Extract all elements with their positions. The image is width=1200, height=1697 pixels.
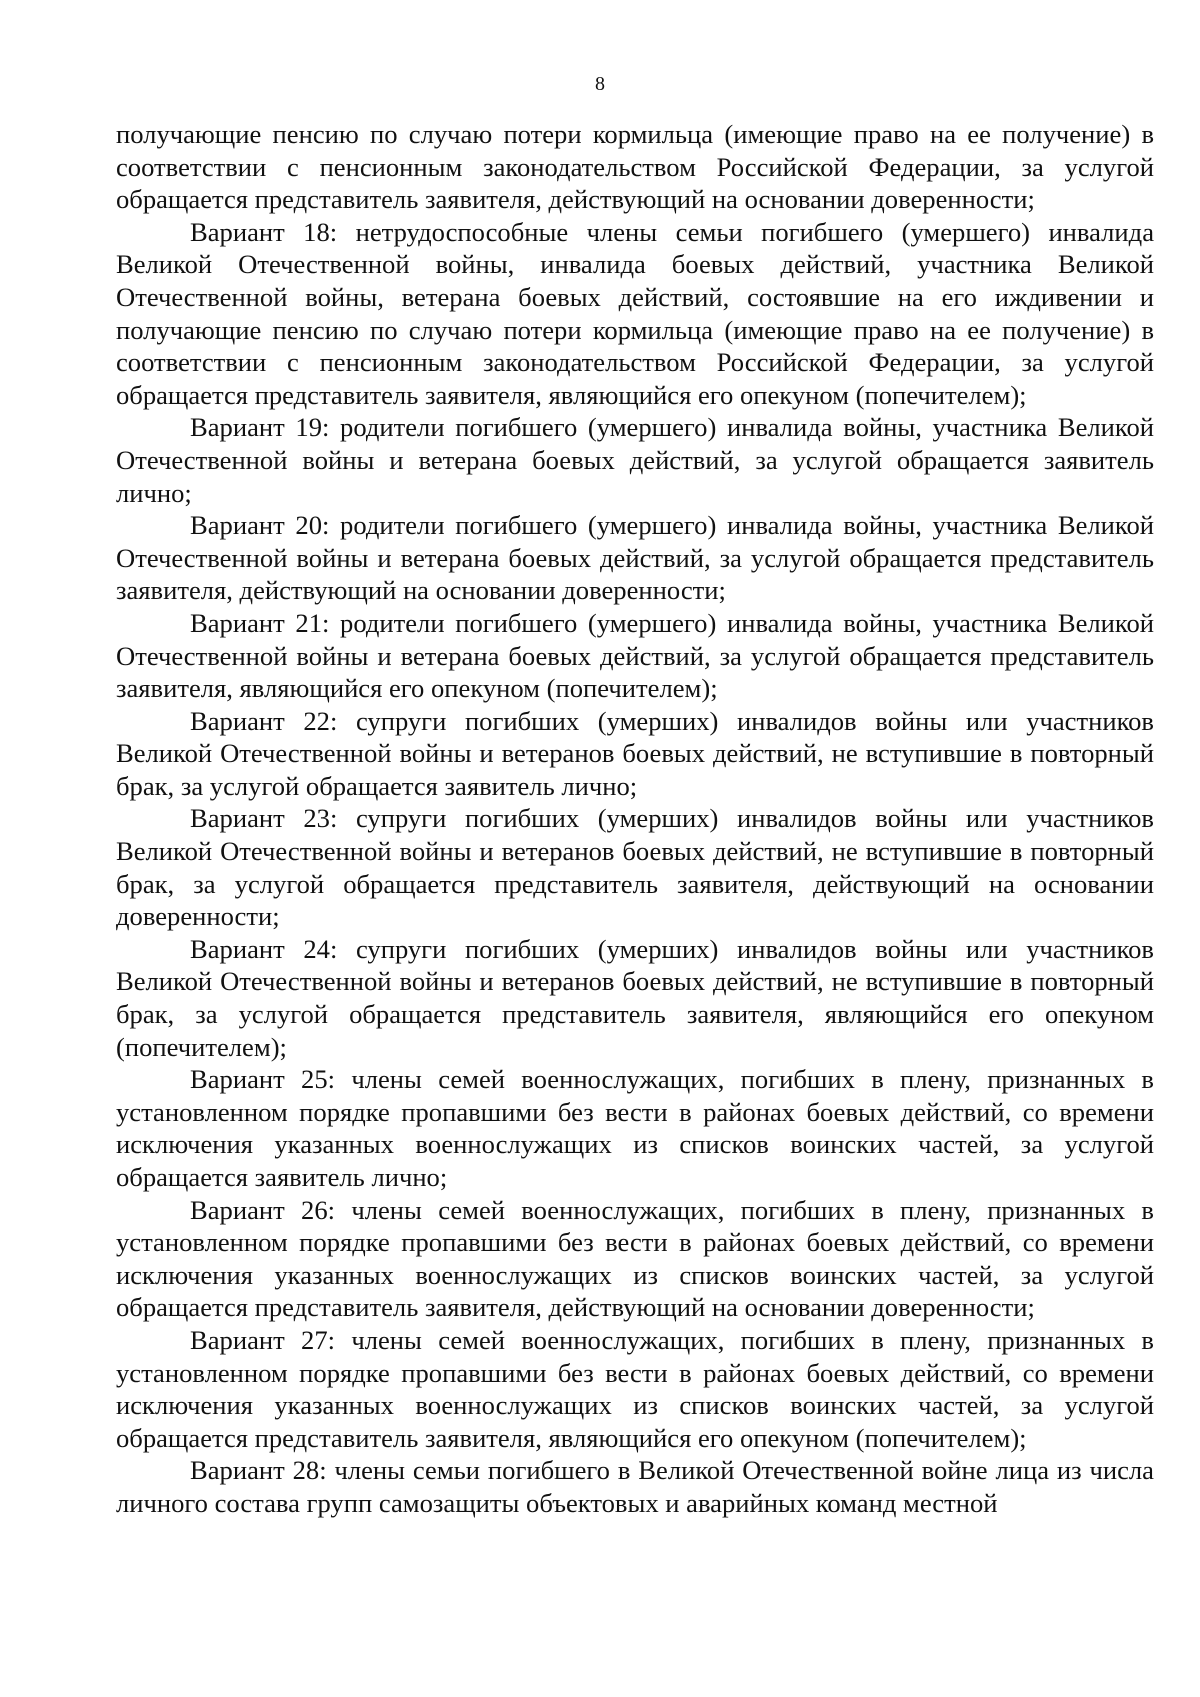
paragraph-variant-26: Вариант 26: члены семей военнослужащих, погибших в плену, признанных в установленном порядке пропавшими без вести в районах боевых действий, со времени исключения указанных военнослужащих из списков воинских частей, за услугой обращается представитель заявителя, действующий на основании доверенности; [116,1194,1154,1323]
paragraph-variant-20: Вариант 20: родители погибшего (умершего) инвалида войны, участника Великой Отечественной войны и ветерана боевых действий, за услугой обращается представитель заявителя, действующий на основании доверенности; [116,510,1154,606]
paragraph-variant-25: Вариант 25: члены семей военнослужащих, погибших в плену, признанных в установленном порядке пропавшими без вести в районах боевых действий, со времени исключения указанных военнослужащих из списков воинских частей, за услугой обращается заявитель лично; [116,1064,1154,1192]
paragraph-continuation: получающие пенсию по случаю потери кормильца (имеющие право на ее получение) в соответствии с пенсионным законодательством Российской Федерации, за услугой обращается представитель заявителя, действующий на основании доверенности; [116,119,1154,215]
paragraph-variant-23: Вариант 23: супруги погибших (умерших) инвалидов войны или участников Великой Отечественной войны и ветеранов боевых действий, не вступившие в повторный брак, за услугой обращается представитель заявителя, действующий на основании доверенности; [116,803,1154,932]
paragraph-variant-22: Вариант 22: супруги погибших (умерших) инвалидов войны или участников Великой Отечественной войны и ветеранов боевых действий, не вступившие в повторный брак, за услугой обращается заявитель лично; [116,705,1154,801]
paragraph-variant-19: Вариант 19: родители погибшего (умершего) инвалида войны, участника Великой Отечественной войны и ветерана боевых действий, за услугой обращается заявитель лично; [116,412,1154,508]
paragraph-variant-28: Вариант 28: члены семьи погибшего в Великой Отечественной войне лица из числа личного состава групп самозащиты объектовых и аварийных команд местной [116,1455,1154,1518]
paragraph-variant-27: Вариант 27: члены семей военнослужащих, погибших в плену, признанных в установленном порядке пропавшими без вести в районах боевых действий, со времени исключения указанных военнослужащих из списков воинских частей, за услугой обращается представитель заявителя, являющийся его опекуном (попечителем); [116,1324,1154,1453]
paragraph-variant-24: Вариант 24: супруги погибших (умерших) инвалидов войны или участников Великой Отечественной войны и ветеранов боевых действий, не вступившие в повторный брак, за услугой обращается представитель заявителя, являющийся его опекуном (попечителем); [116,933,1154,1062]
page-number: 8 [595,73,605,95]
paragraph-variant-21: Вариант 21: родители погибшего (умершего) инвалида войны, участника Великой Отечественной войны и ветерана боевых действий, за услугой обращается представитель заявителя, являющийся его опекуном (попечителем); [116,607,1154,704]
document-body [116,118,1154,1520]
paragraph-variant-18: Вариант 18: нетрудоспособные члены семьи погибшего (умершего) инвалида Великой Отечественной войны, инвалида боевых действий, участника Великой Отечественной войны, ветерана боевых действий, состоявшие на его иждивении и получающие пенсию по случаю потери кормильца (имеющие право на ее получение) в соответствии с пенсионным законодательством Российской Федерации, за услугой обращается представитель заявителя, являющийся его опекуном (попечителем); [116,216,1154,410]
